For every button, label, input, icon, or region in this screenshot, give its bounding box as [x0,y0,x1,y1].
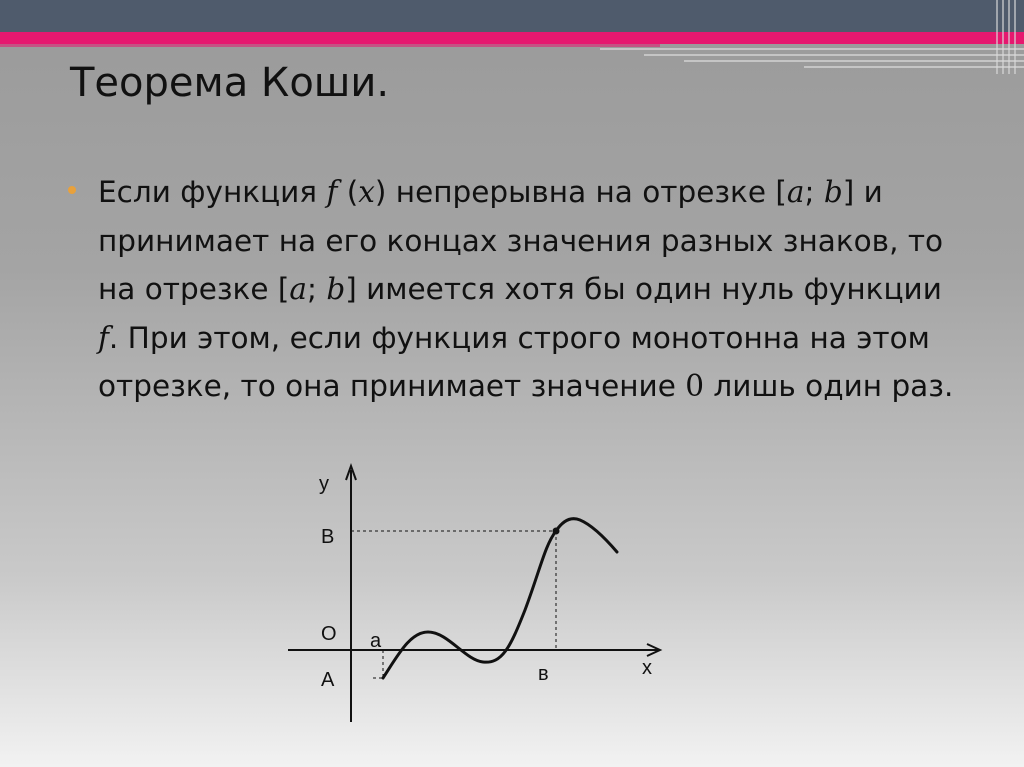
function-curve [383,519,617,678]
bullet-item [68,168,958,411]
decorative-stripes [994,0,1024,74]
theorem-text: Если функция f (x) непрерывна на отрезке [a; b] и принимает на его концах значения разных знаков, то на отрезке [a; b] имеется хотя бы один нуль функции f. При этом, если функция строго монотонна на этом отрезке, то она принимает значение 0 лишь один раз. [98,175,954,403]
b-point-label: в [538,663,549,685]
endpoint-b-marker [553,528,560,535]
accent-line [0,44,660,47]
slide-title: Теорема Коши. [70,60,390,106]
top-bar [0,0,1024,32]
b-value-label: В [321,526,335,548]
bullet-dot-icon [68,186,76,194]
a-value-label: А [321,669,335,691]
function-graph [270,460,690,730]
decorative-lines [600,44,1024,74]
x-axis-label: х [642,657,652,679]
accent-band [0,32,1024,44]
a-point-label: а [370,630,382,652]
origin-label: О [321,623,337,645]
y-axis-label: у [319,473,329,495]
